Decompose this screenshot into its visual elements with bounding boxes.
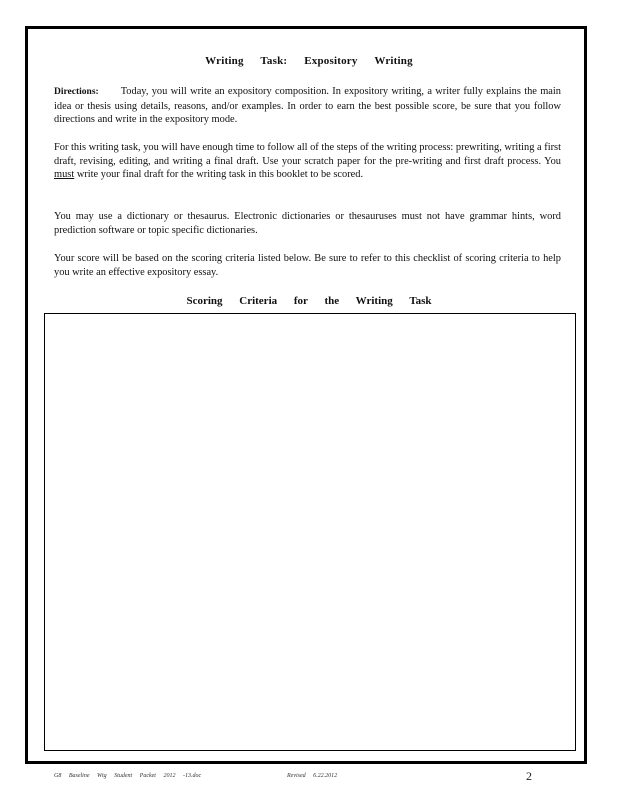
writing-process-paragraph [54,141,561,182]
directions-text: Today, you will write an expository composition. In expository writing, a writer fully explains the main idea or thesis using details, reasons, and/or examples. In order to earn the best possible score, be sure that you follow directions and write in the expository mode. [54,86,561,125]
footer-filename: G8 Baseline Wtg Student Packet 2012 -13.doc [54,773,202,779]
writing-process-text-start: For this writing task, you will have enough time to follow all of the steps of the writing process: prewriting, writing a first draft, revising, editing, and writing a final draft. Use your scratch paper for the pre-writing and first draft process. You [54,142,561,167]
footer-revised-date: Revised 6.22.2012 [287,773,338,779]
scoring-paragraph: Your score will be based on the scoring criteria listed below. Be sure to refer to this checklist of scoring criteria to help you write an effective expository essay. [54,253,561,278]
scoring-criteria-heading: Scoring Criteria for the Writing Task [186,295,432,307]
directions-label: Directions: [54,87,99,97]
directions-paragraph [54,85,561,127]
must-emphasis: must [54,169,75,180]
writing-process-text-end: write your final draft for the writing task in this booklet to be scored. [74,169,364,180]
scoring-criteria-box [44,313,576,751]
page-title: Writing Task: Expository Writing [205,55,413,67]
page-number: 2 [526,769,532,783]
dictionary-paragraph: You may use a dictionary or thesaurus. Electronic dictionaries or thesauruses must not have grammar hints, word prediction software or topic specific dictionaries. [54,211,561,236]
